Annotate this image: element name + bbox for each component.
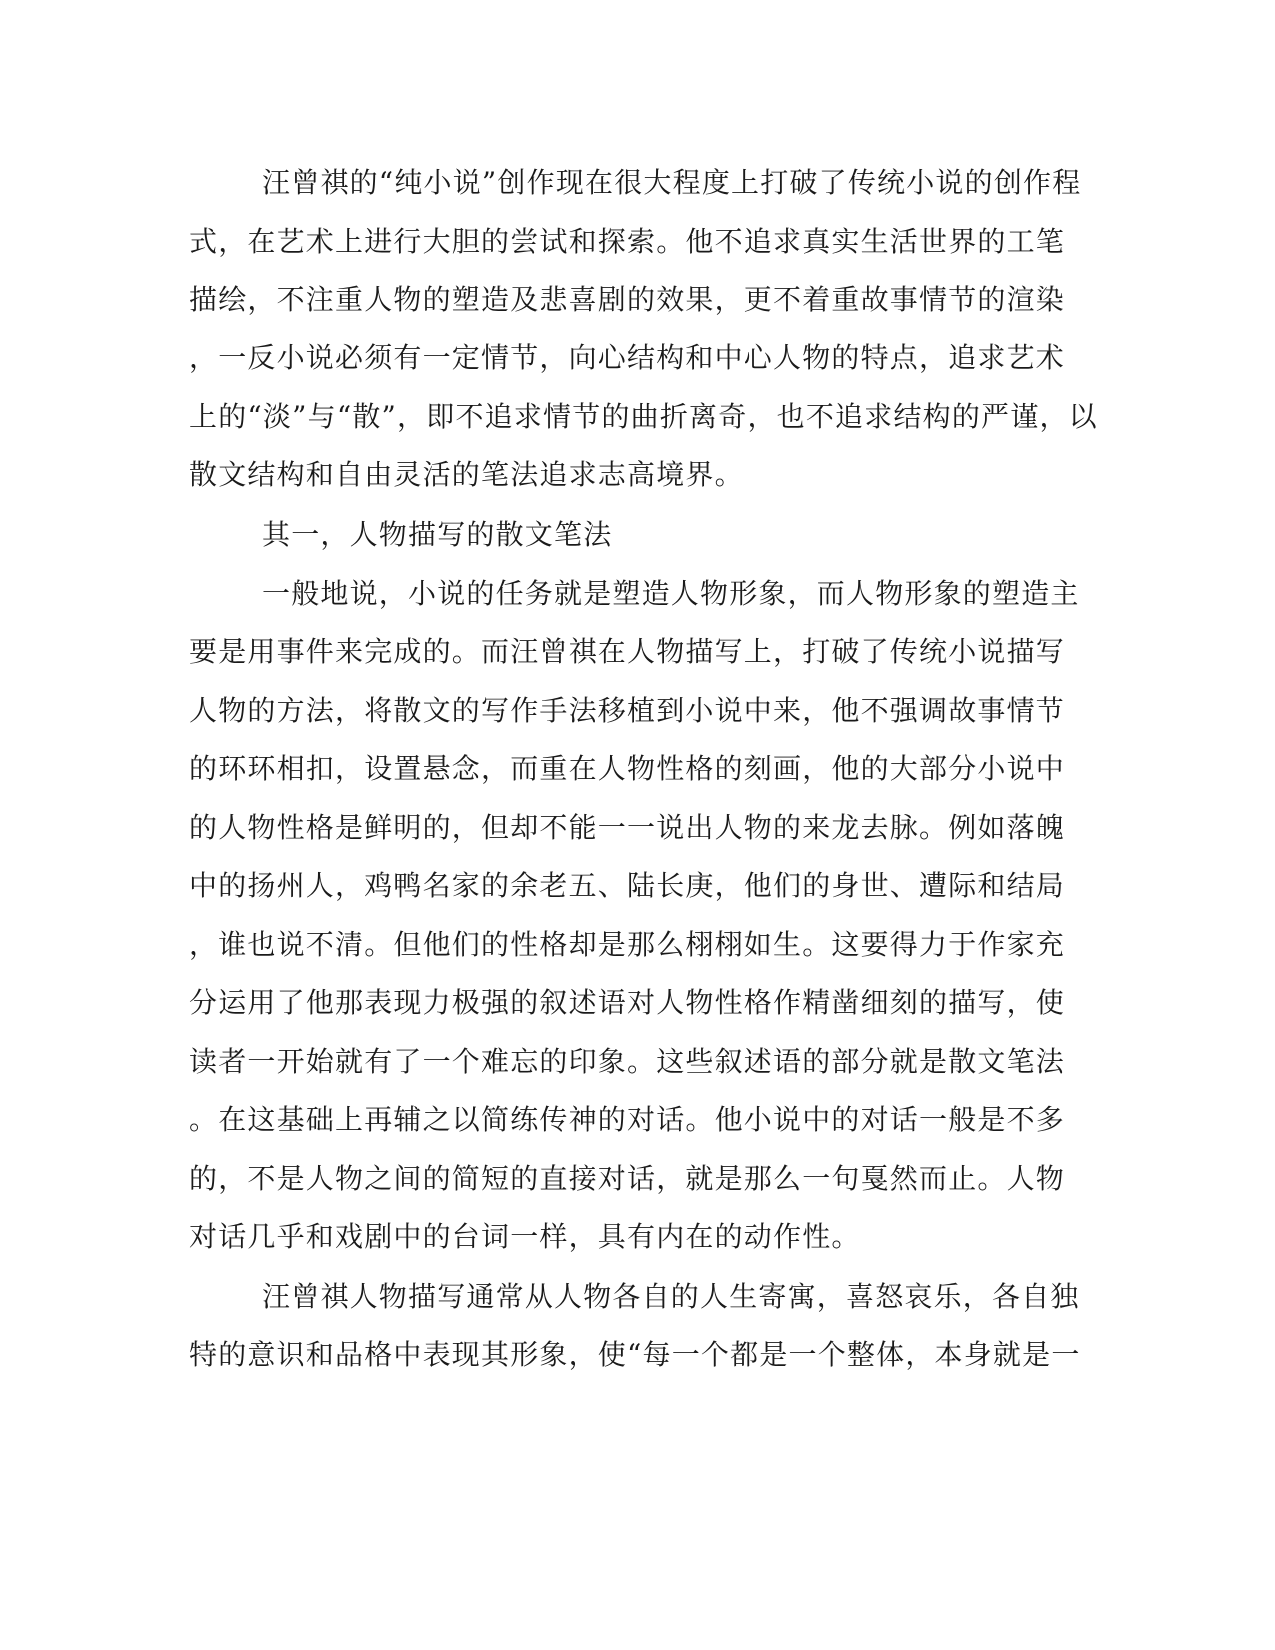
- text-line: 式，在艺术上进行大胆的尝试和探索。他不追求真实生活世界的工笔: [189, 225, 1066, 258]
- text-line: 的环环相扣，设置悬念，而重在人物性格的刻画，他的大部分小说中: [189, 752, 1066, 785]
- text-line: 对话几乎和戏剧中的台词一样，具有内在的动作性。: [189, 1220, 861, 1253]
- section-heading: 其一，人物描写的散文笔法: [262, 518, 613, 551]
- text-line: 散文结构和自由灵活的笔法追求志高境界。: [189, 458, 744, 491]
- text-line: 人物的方法，将散文的写作手法移植到小说中来，他不强调故事情节: [189, 694, 1066, 727]
- text-line: ，一反小说必须有一定情节，向心结构和中心人物的特点，追求艺术: [189, 341, 1066, 374]
- text-line: 一般地说，小说的任务就是塑造人物形象，而人物形象的塑造主: [262, 577, 1080, 610]
- text-line: 描绘，不注重人物的塑造及悲喜剧的效果，更不着重故事情节的渲染: [189, 283, 1066, 316]
- text-line: 的，不是人物之间的简短的直接对话，就是那么一句戛然而止。人物: [189, 1162, 1066, 1195]
- text-line: 读者一开始就有了一个难忘的印象。这些叙述语的部分就是散文笔法: [189, 1045, 1066, 1078]
- text-line: 汪曾祺人物描写通常从人物各自的人生寄寓，喜怒哀乐，各自独: [262, 1280, 1080, 1313]
- text-line: 上的“淡”与“散”，即不追求情节的曲折离奇，也不追求结构的严谨，以: [189, 400, 1098, 433]
- text-line: 。在这基础上再辅之以简练传神的对话。他小说中的对话一般是不多: [189, 1103, 1066, 1136]
- text-line: 要是用事件来完成的。而汪曾祺在人物描写上，打破了传统小说描写: [189, 635, 1066, 668]
- text-line: 特的意识和品格中表现其形象，使“每一个都是一个整体，本身就是一: [189, 1338, 1081, 1371]
- text-line: 的人物性格是鲜明的，但却不能一一说出人物的来龙去脉。例如落魄: [189, 811, 1066, 844]
- text-line: 汪曾祺的“纯小说”创作现在很大程度上打破了传统小说的创作程: [262, 166, 1082, 199]
- text-line: ，谁也说不清。但他们的性格却是那么栩栩如生。这要得力于作家充: [189, 928, 1066, 961]
- text-line: 中的扬州人，鸡鸭名家的余老五、陆长庚，他们的身世、遭际和结局: [189, 869, 1066, 902]
- text-line: 分运用了他那表现力极强的叙述语对人物性格作精凿细刻的描写，使: [189, 986, 1066, 1019]
